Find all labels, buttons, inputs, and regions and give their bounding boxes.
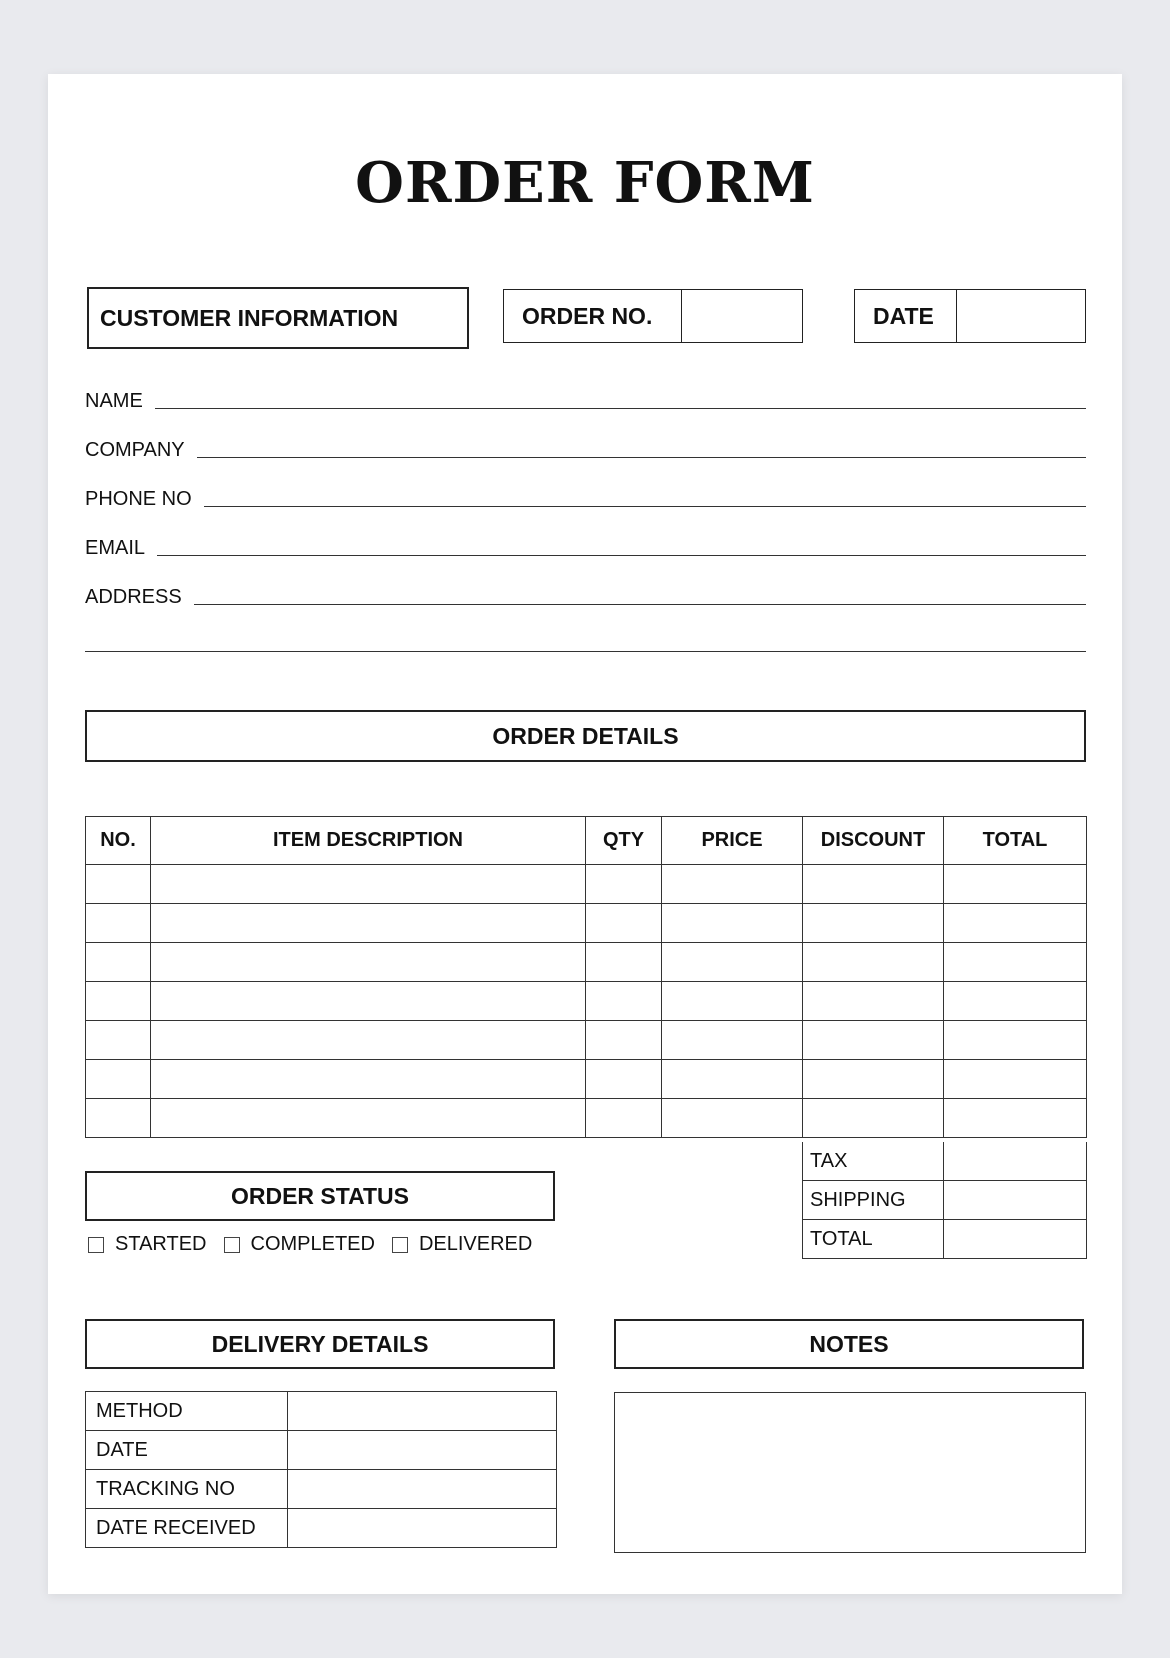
tracking-no-label: TRACKING NO <box>86 1470 288 1509</box>
company-row <box>85 439 1086 461</box>
item-cell[interactable] <box>86 982 151 1021</box>
table-row <box>86 1099 1087 1138</box>
status-delivered[interactable] <box>392 1233 532 1256</box>
address-field[interactable] <box>194 604 1086 605</box>
item-cell[interactable] <box>86 943 151 982</box>
item-cell[interactable] <box>803 904 944 943</box>
order-details-heading: ORDER DETAILS <box>85 710 1086 762</box>
started-label: STARTED <box>115 1233 207 1255</box>
phone-label: PHONE NO <box>85 488 192 510</box>
order-items-table <box>85 816 1087 1138</box>
item-cell[interactable] <box>803 982 944 1021</box>
phone-row <box>85 488 1086 510</box>
item-cell[interactable] <box>151 1021 586 1060</box>
status-started[interactable] <box>88 1233 207 1256</box>
company-label: COMPANY <box>85 439 185 461</box>
started-checkbox[interactable] <box>88 1237 104 1253</box>
item-cell[interactable] <box>586 1099 662 1138</box>
table-header-row <box>86 817 1087 865</box>
item-cell[interactable] <box>803 943 944 982</box>
item-cell[interactable] <box>86 1060 151 1099</box>
company-field[interactable] <box>197 457 1086 458</box>
column-header: TOTAL <box>944 817 1087 865</box>
table-row <box>86 904 1087 943</box>
item-cell[interactable] <box>944 1099 1087 1138</box>
item-cell[interactable] <box>662 1060 803 1099</box>
delivery-date-label: DATE <box>86 1431 288 1470</box>
column-header: ITEM DESCRIPTION <box>151 817 586 865</box>
method-label: METHOD <box>86 1392 288 1431</box>
shipping-field[interactable] <box>944 1181 1087 1220</box>
method-field[interactable] <box>288 1392 557 1431</box>
tax-label: TAX <box>803 1142 944 1181</box>
item-cell[interactable] <box>586 904 662 943</box>
table-row <box>86 865 1087 904</box>
completed-checkbox[interactable] <box>224 1237 240 1253</box>
notes-heading: NOTES <box>614 1319 1084 1369</box>
notes-field[interactable] <box>614 1392 1086 1553</box>
item-cell[interactable] <box>662 982 803 1021</box>
column-header: DISCOUNT <box>803 817 944 865</box>
table-row <box>803 1181 1087 1220</box>
delivery-date-field[interactable] <box>288 1431 557 1470</box>
item-cell[interactable] <box>944 1021 1087 1060</box>
item-cell[interactable] <box>803 1021 944 1060</box>
table-row <box>86 943 1087 982</box>
item-cell[interactable] <box>86 865 151 904</box>
name-field[interactable] <box>155 408 1086 409</box>
order-status-heading: ORDER STATUS <box>85 1171 555 1221</box>
totals-table <box>802 1142 1087 1259</box>
address-extra-line[interactable] <box>85 651 1086 652</box>
item-cell[interactable] <box>151 865 586 904</box>
date-box <box>854 289 1086 343</box>
table-row <box>86 1021 1087 1060</box>
column-header: NO. <box>86 817 151 865</box>
delivered-checkbox[interactable] <box>392 1237 408 1253</box>
tax-field[interactable] <box>944 1142 1087 1181</box>
table-row <box>86 982 1087 1021</box>
item-cell[interactable] <box>586 982 662 1021</box>
item-cell[interactable] <box>803 865 944 904</box>
item-cell[interactable] <box>944 904 1087 943</box>
item-cell[interactable] <box>662 865 803 904</box>
table-row <box>803 1220 1087 1259</box>
item-cell[interactable] <box>86 904 151 943</box>
table-row <box>86 1060 1087 1099</box>
item-cell[interactable] <box>151 982 586 1021</box>
item-cell[interactable] <box>151 943 586 982</box>
address-row <box>85 586 1086 608</box>
status-completed[interactable] <box>224 1233 375 1256</box>
table-row <box>86 1470 557 1509</box>
item-cell[interactable] <box>944 982 1087 1021</box>
item-cell[interactable] <box>803 1099 944 1138</box>
item-cell[interactable] <box>586 943 662 982</box>
item-cell[interactable] <box>944 865 1087 904</box>
shipping-label: SHIPPING <box>803 1181 944 1220</box>
item-cell[interactable] <box>86 1099 151 1138</box>
table-row <box>86 1431 557 1470</box>
table-row <box>86 1509 557 1548</box>
grand-total-field[interactable] <box>944 1220 1087 1259</box>
column-header: PRICE <box>662 817 803 865</box>
item-cell[interactable] <box>586 865 662 904</box>
date-label: DATE <box>855 290 957 342</box>
page-title: ORDER FORM <box>355 150 815 216</box>
order-form-page <box>48 74 1122 1594</box>
item-cell[interactable] <box>662 943 803 982</box>
phone-field[interactable] <box>204 506 1086 507</box>
order-status-options <box>88 1233 549 1256</box>
order-number-field[interactable] <box>682 290 802 342</box>
table-row <box>86 1392 557 1431</box>
grand-total-label: TOTAL <box>803 1220 944 1259</box>
item-cell[interactable] <box>944 943 1087 982</box>
date-received-field[interactable] <box>288 1509 557 1548</box>
customer-information-label: CUSTOMER INFORMATION <box>87 287 469 349</box>
item-cell[interactable] <box>944 1060 1087 1099</box>
item-cell[interactable] <box>586 1021 662 1060</box>
item-cell[interactable] <box>662 1021 803 1060</box>
order-number-label: ORDER NO. <box>504 290 682 342</box>
column-header: QTY <box>586 817 662 865</box>
date-received-label: DATE RECEIVED <box>86 1509 288 1548</box>
delivery-details-heading: DELIVERY DETAILS <box>85 1319 555 1369</box>
name-row <box>85 390 1086 412</box>
email-field[interactable] <box>157 555 1086 556</box>
item-cell[interactable] <box>86 1021 151 1060</box>
item-cell[interactable] <box>662 1099 803 1138</box>
item-cell[interactable] <box>151 1099 586 1138</box>
item-cell[interactable] <box>662 904 803 943</box>
tracking-no-field[interactable] <box>288 1470 557 1509</box>
item-cell[interactable] <box>586 1060 662 1099</box>
delivered-label: DELIVERED <box>418 1233 533 1255</box>
email-label: EMAIL <box>85 537 146 559</box>
delivery-details-table <box>85 1391 557 1548</box>
email-row <box>85 537 1086 559</box>
item-cell[interactable] <box>151 904 586 943</box>
date-field[interactable] <box>957 290 1085 342</box>
address-label: ADDRESS <box>85 586 182 608</box>
item-cell[interactable] <box>151 1060 586 1099</box>
order-number-box <box>503 289 803 343</box>
completed-label: COMPLETED <box>250 1233 375 1255</box>
table-row <box>803 1142 1087 1181</box>
name-label: NAME <box>85 390 143 412</box>
item-cell[interactable] <box>803 1060 944 1099</box>
